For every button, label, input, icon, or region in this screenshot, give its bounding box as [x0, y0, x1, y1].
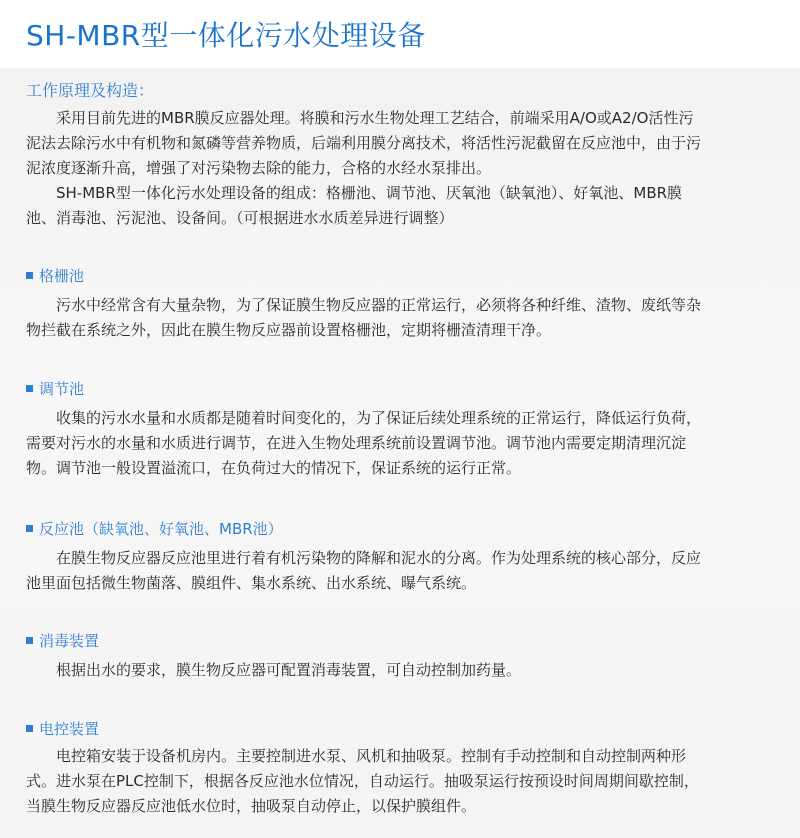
text-line: 当膜生物反应器反应池低水位时，抽吸泵自动停止，以保护膜组件。	[26, 797, 477, 815]
control-heading	[26, 718, 99, 739]
text-line: 需要对污水的水量和水质进行调节，在进入生物处理系统前设置调节池。调节池内需要定期清理沉淀	[26, 434, 687, 452]
title-band	[0, 0, 800, 68]
text-line: 物拦截在系统之外，因此在膜生物反应器前设置格栅池，定期将栅渣清理干净。	[26, 321, 552, 339]
control-heading-label: 电控装置	[39, 720, 100, 738]
text-line: 污水中经常含有大量杂物，为了保证膜生物反应器的正常运行，必须将各种纤维、渣物、废纸等杂	[56, 296, 702, 314]
grille-heading	[26, 265, 84, 286]
text-line: 泥浓度逐渐升高，增强了对污染物去除的能力，合格的水经水泵排出。	[26, 159, 492, 177]
principle-paragraph	[26, 106, 778, 231]
text-line: 池里面包括微生物菌落、膜组件、集水系统、出水系统、曝气系统。	[26, 574, 477, 592]
text-line: 泥法去除污水中有机物和氮磷等营养物质，后端利用膜分离技术，将活性污泥截留在反应池中，由于污	[26, 134, 702, 152]
square-bullet-icon	[26, 272, 33, 279]
grille-heading-label: 格栅池	[39, 267, 85, 285]
text-line: 电控箱安装于设备机房内。主要控制进水泵、风机和抽吸泵。控制有手动控制和自动控制两种形	[56, 747, 687, 765]
square-bullet-icon	[26, 637, 33, 644]
text-line: 采用目前先进的MBR膜反应器处理。将膜和污水生物处理工艺结合，前端采用A/O或A2/O活性污	[56, 109, 694, 127]
text-line: 池、消毒池、污泥池、设备间。（可根据进水水质差异进行调整）	[26, 209, 454, 227]
reaction-heading-label: 反应池（缺氧池、好氧池、MBR池）	[39, 520, 283, 538]
square-bullet-icon	[26, 725, 33, 732]
text-line: SH-MBR型一体化污水处理设备的组成：格栅池、调节池、厌氧池（缺氧池）、好氧池、MBR膜	[56, 184, 683, 202]
regulating-heading-label: 调节池	[39, 380, 85, 398]
disinfection-heading-label: 消毒装置	[39, 632, 100, 650]
disinfection-heading	[26, 630, 99, 651]
reaction-paragraph	[26, 546, 778, 596]
text-line: 在膜生物反应器反应池里进行着有机污染物的降解和泥水的分离。作为处理系统的核心部分，反应	[56, 549, 702, 567]
grille-paragraph	[26, 293, 778, 343]
reaction-heading	[26, 518, 283, 539]
regulating-paragraph	[26, 406, 778, 481]
page-title: SH-MBR型一体化污水处理设备	[26, 19, 426, 52]
square-bullet-icon	[26, 385, 33, 392]
text-line: 根据出水的要求，膜生物反应器可配置消毒装置，可自动控制加药量。	[56, 661, 522, 679]
text-line: 收集的污水水量和水质都是随着时间变化的，为了保证后续处理系统的正常运行，降低运行负荷，	[56, 409, 702, 427]
text-line: 物。调节池一般设置溢流口，在负荷过大的情况下，保证系统的运行正常。	[26, 459, 522, 477]
principle-heading: 工作原理及构造：	[26, 81, 155, 100]
disinfection-paragraph	[26, 658, 778, 683]
regulating-heading	[26, 378, 84, 399]
text-line: 式。进水泵在PLC控制下，根据各反应池水位情况，自动运行。抽吸泵运行按预设时间周期间歇控制，	[26, 772, 699, 790]
control-paragraph	[26, 744, 778, 819]
square-bullet-icon	[26, 525, 33, 532]
